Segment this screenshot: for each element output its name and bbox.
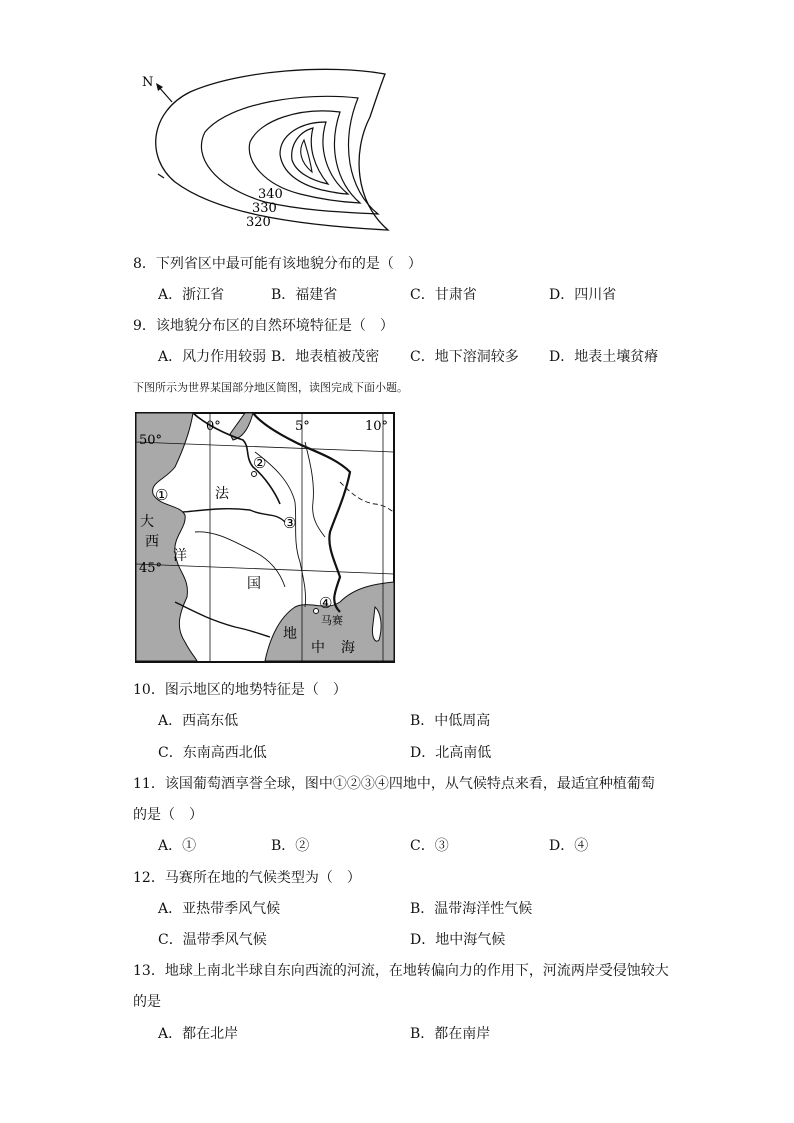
q8-option-a[interactable]: A．浙江省	[158, 287, 225, 303]
contour-label-320: 320	[246, 215, 271, 230]
dune-contour-figure	[130, 62, 400, 232]
question-8-stem: 8．下列省区中最可能有该地貌分布的是（ ）	[133, 256, 422, 272]
q10-option-a[interactable]: A．西高东低	[158, 713, 239, 729]
ocean-char-2: 西	[145, 534, 159, 550]
ocean-char-1: 大	[140, 514, 154, 530]
map-point-1: ①	[155, 486, 169, 504]
q10-option-c[interactable]: C．东南高西北低	[158, 745, 267, 761]
map-intro-text: 下图所示为世界某国部分地区简图，读图完成下面小题。	[133, 381, 408, 394]
france-map-svg	[135, 412, 395, 664]
lon-label-10: 10°	[365, 419, 389, 434]
country-char-2: 国	[247, 576, 261, 592]
sea-char-2: 中	[311, 640, 325, 656]
q9-option-c[interactable]: C．地下溶洞较多	[410, 349, 519, 365]
question-13-stem-line1: 13．地球上南北半球自东向西流的河流，在地转偏向力的作用下，河流两岸受侵蚀较大	[133, 963, 669, 979]
q12-option-a[interactable]: A．亚热带季风气候	[158, 901, 281, 917]
q10-option-b[interactable]: B．中低周高	[410, 713, 491, 729]
lon-label-5: 5°	[295, 419, 310, 434]
lat-label-45: 45°	[139, 561, 163, 576]
q8-option-d[interactable]: D．四川省	[549, 287, 617, 303]
q11-option-a[interactable]: A．①	[158, 838, 197, 854]
map-point-4: ④	[319, 594, 333, 612]
france-map-figure	[135, 412, 395, 664]
lon-label-0: 0°	[206, 419, 221, 434]
country-char-1: 法	[215, 486, 229, 502]
q12-option-c[interactable]: C．温带季风气候	[158, 932, 267, 948]
q8-option-b[interactable]: B．福建省	[271, 287, 338, 303]
lat-label-50: 50°	[139, 433, 163, 448]
question-13-stem-line2: 的是	[133, 994, 161, 1010]
marseille-label: 马赛	[321, 614, 343, 627]
question-12-stem: 12．马赛所在地的气候类型为（ ）	[133, 870, 361, 886]
dune-contour-svg	[130, 62, 400, 232]
q9-option-d[interactable]: D．地表土壤贫瘠	[549, 349, 659, 365]
q12-option-d[interactable]: D．地中海气候	[410, 932, 506, 948]
q12-option-b[interactable]: B．温带海洋性气候	[410, 901, 533, 917]
q11-option-b[interactable]: B．②	[271, 838, 310, 854]
question-9-stem: 9．该地貌分布区的自然环境特征是（ ）	[133, 318, 394, 334]
ocean-char-3: 洋	[173, 548, 187, 564]
question-10-stem: 10．图示地区的地势特征是（ ）	[133, 682, 347, 698]
q11-option-c[interactable]: C．③	[410, 838, 449, 854]
contour-label-340: 340	[258, 187, 283, 202]
map-point-2: ②	[253, 454, 267, 472]
q10-option-d[interactable]: D．北高南低	[410, 745, 492, 761]
sea-char-1: 地	[283, 626, 297, 642]
question-11-stem-line1: 11．该国葡萄酒享誉全球，图中①②③④四地中，从气候特点来看，最适宜种植葡萄	[133, 776, 655, 792]
question-11-stem-line2: 的是（ ）	[133, 807, 203, 823]
contour-label-330: 330	[252, 201, 277, 216]
sea-char-3: 海	[341, 640, 355, 656]
q11-option-d[interactable]: D．④	[549, 838, 589, 854]
q9-option-a[interactable]: A．风力作用较弱	[158, 349, 267, 365]
north-label: N	[142, 75, 154, 90]
q9-option-b[interactable]: B．地表植被茂密	[271, 349, 380, 365]
q13-option-a[interactable]: A．都在北岸	[158, 1026, 239, 1042]
q8-option-c[interactable]: C．甘肃省	[410, 287, 477, 303]
map-point-3: ③	[283, 514, 297, 532]
q13-option-b[interactable]: B．都在南岸	[410, 1026, 491, 1042]
